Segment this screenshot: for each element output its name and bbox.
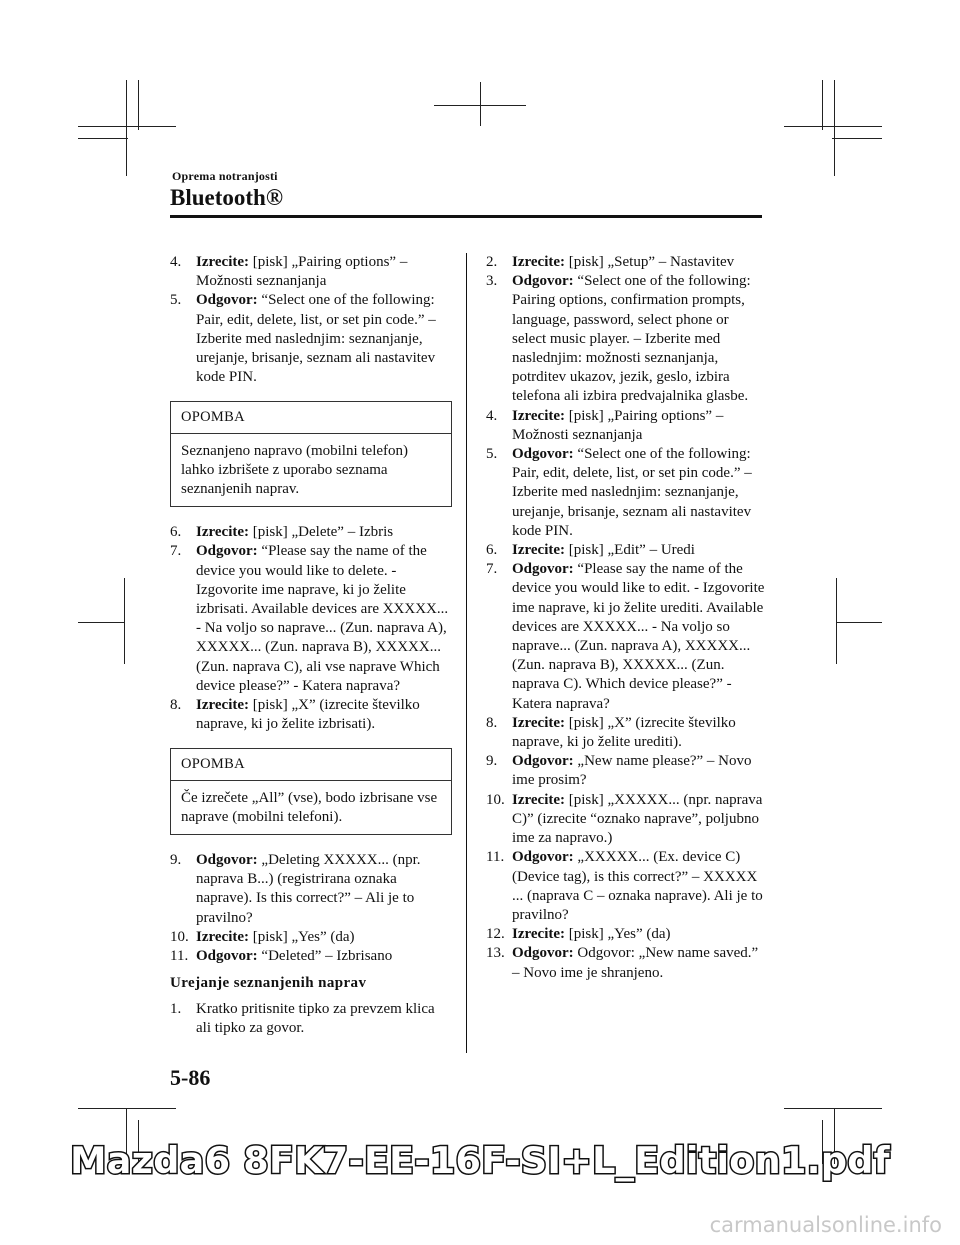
step-number: 13. bbox=[486, 945, 505, 962]
step-number: 4. bbox=[486, 407, 498, 424]
step-number: 4. bbox=[170, 254, 182, 270]
step-text bbox=[512, 752, 766, 790]
step-label: Izrecite: bbox=[512, 542, 566, 559]
crop-mark bbox=[836, 578, 837, 664]
step-text bbox=[512, 925, 766, 944]
watermark: carmanualsonline.info bbox=[709, 1213, 942, 1237]
step-body: “Select one of the following: Pair, edit, delete, list, or set pin code.” – Izberite med naslednjim: seznanjanje, urejanje, brisanje, seznam ali nastavitev kode PIN. bbox=[512, 446, 752, 539]
step-text bbox=[512, 714, 766, 752]
note-body: Seznanjeno napravo (mobilni telefon) lahko izbrišete z uporabo seznama seznanjenih naprav. bbox=[181, 442, 409, 498]
step-label: Odgovor: bbox=[196, 292, 258, 309]
step-list bbox=[486, 253, 766, 983]
step-label: Odgovor: bbox=[196, 543, 258, 560]
left-column bbox=[170, 253, 452, 1038]
step-text bbox=[196, 851, 452, 928]
step-item bbox=[170, 947, 452, 966]
step-body: [pisk] „Edit” – Uredi bbox=[565, 542, 695, 559]
step-label: Izrecite: bbox=[512, 254, 566, 270]
crop-mark bbox=[78, 138, 128, 139]
step-number: 10. bbox=[486, 791, 505, 808]
step-label: Izrecite: bbox=[196, 254, 250, 270]
note-title: OPOMBA bbox=[171, 402, 451, 433]
step-number: 1. bbox=[170, 1000, 182, 1017]
title-rule bbox=[170, 215, 762, 218]
step-number: 10. bbox=[170, 928, 189, 945]
step-number: 7. bbox=[486, 561, 498, 578]
step-item bbox=[170, 696, 452, 734]
step-label: Izrecite: bbox=[196, 524, 250, 541]
step-body: [pisk] „Pairing options” – Možnosti seznanjanja bbox=[196, 254, 408, 290]
step-item bbox=[486, 752, 766, 790]
step-text bbox=[196, 696, 452, 734]
step-number: 11. bbox=[486, 849, 505, 866]
step-item bbox=[486, 445, 766, 541]
step-item bbox=[486, 848, 766, 925]
step-number: 6. bbox=[486, 542, 498, 559]
step-item bbox=[486, 541, 766, 560]
step-number: 2. bbox=[486, 254, 498, 270]
step-number: 8. bbox=[170, 697, 182, 714]
step-text bbox=[196, 947, 452, 966]
step-body: [pisk] „X” (izrecite številko naprave, ki jo želite urediti). bbox=[512, 714, 736, 751]
step-text bbox=[196, 291, 452, 387]
step-item bbox=[486, 925, 766, 944]
step-number: 9. bbox=[486, 753, 498, 770]
step-item bbox=[170, 928, 452, 947]
step-number: 7. bbox=[170, 543, 182, 560]
section-label: Oprema notranjosti bbox=[172, 169, 278, 183]
step-item bbox=[486, 791, 766, 849]
step-item bbox=[486, 253, 766, 272]
step-body: “Select one of the following: Pairing options, confirmation prompts, language, password, select phone or select music player. – Izberite med naslednjim: možnosti seznanjanja, potrditev ukazov, jezik, geslo, izbira telefona ali izbira predvajalnika glasbe. bbox=[512, 273, 751, 405]
step-body: [pisk] „Delete” – Izbris bbox=[249, 524, 394, 541]
step-text bbox=[196, 1000, 452, 1038]
step-list bbox=[170, 523, 452, 734]
step-body: [pisk] „XXXXX... (npr. naprava C)” (izrecite “oznako naprave”, poljubno ime za napravo.) bbox=[512, 791, 763, 847]
step-label: Izrecite: bbox=[512, 791, 566, 808]
step-text bbox=[512, 407, 766, 445]
step-number: 12. bbox=[486, 926, 505, 943]
page-number: 5-86 bbox=[170, 1065, 211, 1090]
step-text bbox=[512, 791, 766, 849]
crop-mark bbox=[822, 80, 823, 130]
step-list bbox=[170, 1000, 452, 1038]
step-label: Odgovor: bbox=[512, 273, 574, 290]
step-label: Izrecite: bbox=[196, 697, 250, 714]
step-text bbox=[196, 542, 452, 696]
step-number: 3. bbox=[486, 273, 498, 290]
step-number: 8. bbox=[486, 714, 498, 731]
step-text bbox=[512, 272, 766, 406]
crop-mark bbox=[784, 126, 882, 127]
subheading: Urejanje seznanjenih naprav bbox=[170, 975, 367, 992]
step-item bbox=[170, 851, 452, 928]
page-title: Bluetooth® bbox=[170, 185, 284, 210]
step-item bbox=[170, 523, 452, 542]
step-list bbox=[170, 851, 452, 966]
step-item bbox=[170, 1000, 452, 1038]
step-text bbox=[512, 445, 766, 541]
step-body: „New name please?” – Novo ime prosim? bbox=[512, 753, 752, 789]
column-divider bbox=[466, 253, 467, 1053]
step-number: 5. bbox=[170, 292, 182, 309]
step-item bbox=[170, 542, 452, 696]
step-item bbox=[170, 291, 452, 387]
step-body: „XXXXX... (Ex. device C) (Device tag), is this correct?” – XXXXX ... (naprava C – oznaka naprave). Ali je to pravilno? bbox=[512, 849, 763, 923]
step-number: 5. bbox=[486, 446, 498, 463]
step-text bbox=[512, 848, 766, 925]
step-body: „Deleting XXXXX... (npr. naprava B...) (registrirana oznaka naprave). Is this correct?” – Ali je to pravilno? bbox=[196, 852, 421, 926]
step-text bbox=[512, 944, 766, 982]
step-text bbox=[512, 560, 766, 714]
step-body: [pisk] „Yes” (da) bbox=[565, 926, 671, 943]
note-box bbox=[170, 748, 452, 835]
step-number: 6. bbox=[170, 524, 182, 541]
crop-mark bbox=[784, 1108, 882, 1109]
step-text bbox=[196, 523, 452, 542]
step-text bbox=[512, 253, 766, 272]
step-label: Izrecite: bbox=[512, 714, 566, 731]
crop-mark bbox=[832, 138, 882, 139]
step-number: 9. bbox=[170, 852, 182, 869]
step-item bbox=[486, 714, 766, 752]
crop-mark bbox=[480, 82, 481, 126]
step-item bbox=[170, 253, 452, 291]
crop-mark bbox=[138, 80, 139, 130]
right-column bbox=[486, 253, 766, 983]
note-body: Če izrečete „All” (vse), bodo izbrisane vse naprave (mobilni telefoni). bbox=[181, 789, 438, 825]
crop-mark bbox=[834, 80, 835, 176]
step-body: “Please say the name of the device you would like to delete. - Izgovorite ime naprave, ki jo želite izbrisati. Available devices are XXXXX... - Na voljo so naprave... (Zun. naprava A), XXXXX... (Zun. naprava B), XXXXX... (Zun. naprava C), ali vse naprave Which device please?” - Katera naprava? bbox=[196, 543, 449, 694]
note-title: OPOMBA bbox=[171, 749, 451, 780]
step-label: Odgovor: bbox=[512, 446, 574, 463]
step-item bbox=[486, 560, 766, 714]
crop-mark bbox=[124, 578, 125, 664]
step-body: [pisk] „Setup” – Nastavitev bbox=[565, 254, 735, 270]
step-body: “Please say the name of the device you would like to edit. - Izgovorite ime naprave, ki jo želite urediti. Available devices are XXXXX... - Na voljo so naprave... (Zun. naprava A), XXXXX... (Zun. naprava B), XXXXX... (Zun. naprava C). Which device please?” - Katera naprava? bbox=[512, 561, 765, 712]
step-number: 11. bbox=[170, 948, 189, 965]
crop-mark bbox=[78, 1108, 176, 1109]
step-item bbox=[486, 272, 766, 406]
crop-mark bbox=[78, 126, 176, 127]
step-body: [pisk] „X” (izrecite številko naprave, ki jo želite izbrisati). bbox=[196, 697, 420, 733]
step-text bbox=[196, 253, 452, 291]
step-label: Odgovor: bbox=[512, 849, 574, 866]
step-body: Kratko pritisnite tipko za prevzem klica ali tipko za govor. bbox=[196, 1000, 435, 1036]
crop-mark bbox=[126, 80, 127, 176]
step-label: Odgovor: bbox=[512, 561, 574, 578]
note-box bbox=[170, 401, 452, 507]
step-label: Odgovor: bbox=[512, 945, 574, 962]
crop-mark bbox=[78, 622, 124, 623]
step-text bbox=[512, 541, 766, 560]
step-body: “Select one of the following: Pair, edit, delete, list, or set pin code.” – Izberite med naslednjim: seznanjanje, urejanje, brisanje, seznam ali nastavitev kode PIN. bbox=[196, 292, 436, 386]
step-label: Izrecite: bbox=[512, 407, 566, 424]
step-label: Odgovor: bbox=[196, 852, 258, 869]
step-label: Odgovor: bbox=[196, 948, 258, 965]
step-body: [pisk] „Pairing options” – Možnosti seznanjanja bbox=[512, 407, 724, 443]
step-body: Odgovor: „New name saved.” – Novo ime je shranjeno. bbox=[512, 945, 759, 981]
step-text bbox=[196, 928, 452, 947]
step-item bbox=[486, 944, 766, 982]
step-item bbox=[486, 407, 766, 445]
step-label: Izrecite: bbox=[512, 926, 566, 943]
step-label: Izrecite: bbox=[196, 928, 250, 945]
footer-filename: Mazda6 8FK7-EE-16F-SI+L_Edition1.pdf bbox=[70, 1139, 890, 1182]
step-label: Odgovor: bbox=[512, 753, 574, 770]
step-body: “Deleted” – Izbrisano bbox=[257, 948, 393, 965]
crop-mark bbox=[836, 622, 882, 623]
step-body: [pisk] „Yes” (da) bbox=[249, 928, 355, 945]
step-list bbox=[170, 253, 452, 387]
